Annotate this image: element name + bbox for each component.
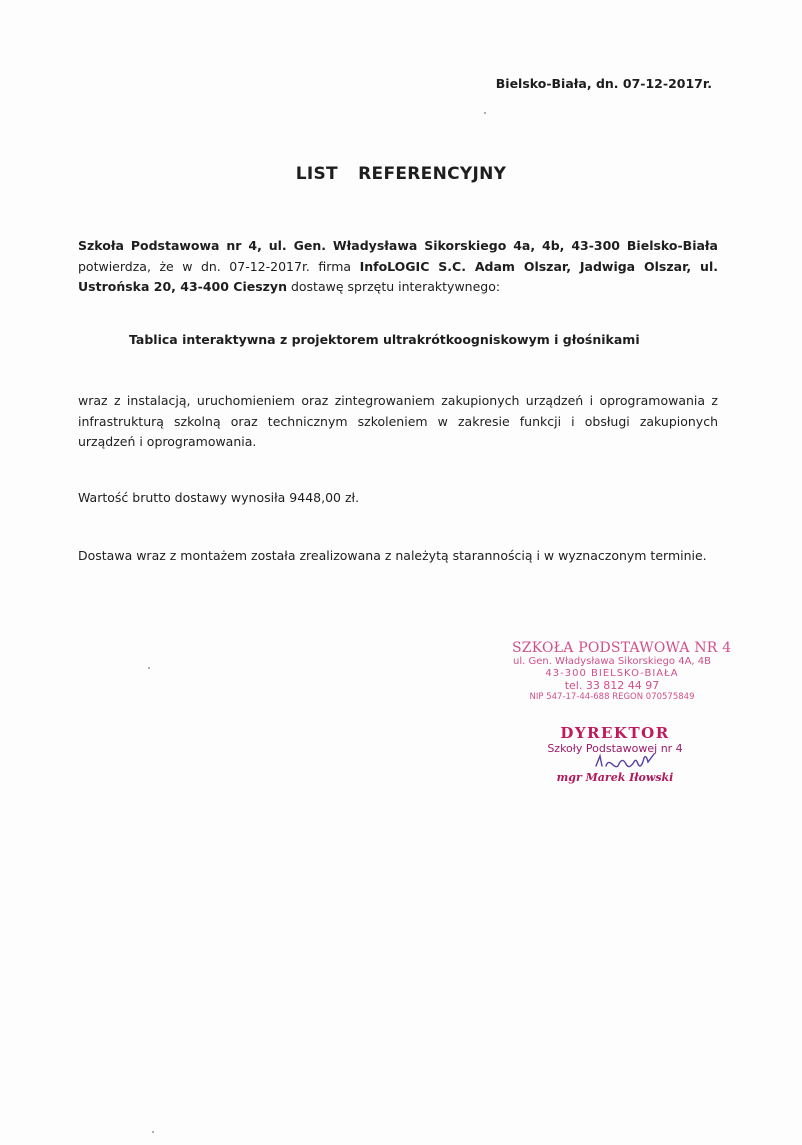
scan-speck bbox=[484, 112, 486, 114]
stamp-school-name: SZKOŁA PODSTAWOWA NR 4 bbox=[512, 640, 732, 656]
stamp-city: 43-300 BIELSKO-BIAŁA bbox=[545, 668, 679, 679]
intro-text-2: dostawę sprzętu interaktywnego: bbox=[286, 279, 501, 294]
director-name: mgr Marek Iłowski bbox=[556, 771, 674, 784]
scan-speck bbox=[152, 1131, 154, 1133]
intro-text-1: potwierdza, że w dn. 07-12-2017r. firma bbox=[78, 258, 360, 274]
stamp-address: ul. Gen. Władysława Sikorskiego 4A, 4B bbox=[512, 656, 711, 667]
school-stamp bbox=[512, 640, 732, 703]
stamp-ids: NIP 547-17-44-688 REGON 070575849 bbox=[529, 692, 695, 702]
delivered-item: Tablica interaktywna z projektorem ultrakrótkoogniskowym i głośnikami bbox=[129, 332, 640, 347]
director-title: DYREKTOR bbox=[560, 724, 670, 742]
company-name: InfoLOGIC S.C. Adam Olszar, Jadwiga Olszar, ul. Ustrońska 20, 43-400 Cieszyn bbox=[78, 258, 718, 294]
scan-speck bbox=[148, 667, 150, 669]
document-date: Bielsko-Biała, dn. 07-12-2017r. bbox=[495, 76, 712, 91]
document-title: LIST REFERENCYJNY bbox=[295, 164, 507, 184]
handwritten-signature bbox=[592, 750, 672, 772]
director-school: Szkoły Podstawowej nr 4 bbox=[547, 742, 683, 755]
intro-paragraph bbox=[78, 236, 718, 298]
installation-paragraph: wraz z instalacją, uruchomieniem oraz zintegrowaniem zakupionych urządzeń i oprogramowania z infrastrukturą szkolną oraz technicznym szkoleniem w zakresie funkcji i obsługi zakupionych urządzeń i oprogramowania. bbox=[78, 393, 718, 449]
value-paragraph: Wartość brutto dostawy wynosiła 9448,00 zł. bbox=[78, 490, 360, 505]
school-name: Szkoła Podstawowa nr 4, ul. Gen. Władysława Sikorskiego 4a, 4b, 43-300 Bielsko-Biała bbox=[78, 238, 718, 253]
delivery-paragraph: Dostawa wraz z montażem została zrealizowana z należytą starannością i w wyznaczonym terminie. bbox=[78, 548, 707, 563]
stamp-phone: tel. 33 812 44 97 bbox=[564, 679, 660, 692]
